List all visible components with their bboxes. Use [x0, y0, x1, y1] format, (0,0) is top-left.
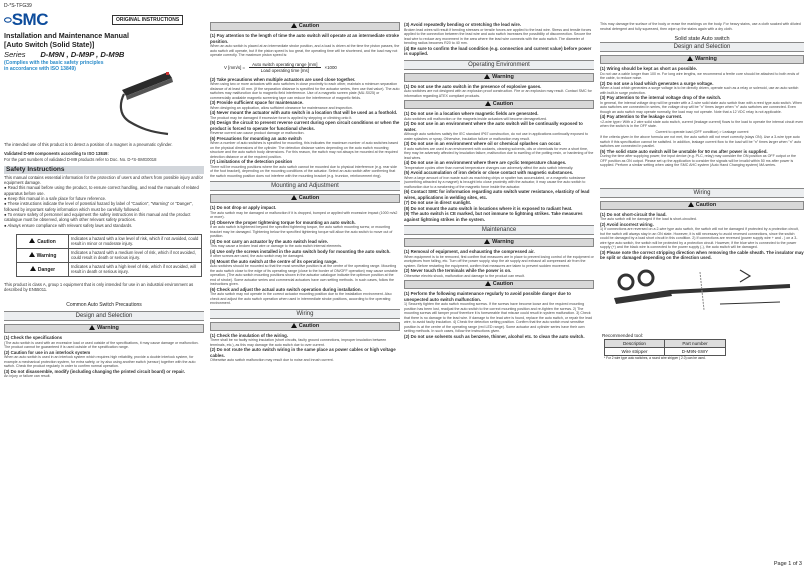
item-centre-text: Auto switches should be mounted so that the most sensitive position is at the centre of the operating range. Mounting the auto switch close to the edge of its operating range (close to the border of ON/OFF operation) may cause unstable operation. (The auto switch mounting positions shown in the actuator catalogue indicate the optimum position at the end of stroke). Some actuator series and commercial actuators have own setting methods. In such cases, follow the instructions given. — [210, 264, 398, 286]
item-lightning: (9) The auto switch is CE marked, but not immune to lightning strikes. Take measures against lightning strikes in the system. — [404, 211, 583, 222]
item-check-operation: (6) Check and adjust the actual auto switch operation during installation. — [210, 286, 362, 292]
safety-paragraph: This manual contains essential information for the protection of users and others from possible injury and/or equipment damage. — [4, 174, 204, 186]
compliance-note: (Complies with the basic safety principles in accordance with ISO 13849) — [4, 60, 104, 73]
item-magnetic-fields: (1) Do not use in a location where magnetic fields are generated. — [404, 111, 539, 116]
item-bending: (3) Avoid repeatedly bending or stretching the lead wire. — [404, 22, 522, 27]
item-water: (2) Do not use in an environment where the auto switch will be continually exposed to water. — [404, 121, 583, 132]
item-drop: (1) Do not drop or apply impact. — [210, 205, 277, 210]
item-reverse-current-text: Reverse current can cause product damage or malfunction. — [210, 131, 305, 135]
caution-bar: Caution — [404, 100, 594, 109]
item-removal-text: When equipment is to be removed, first confirm that measures are in place to prevent losing control of the equipment or workpieces from falling, etc. Turn off the power supply, stop the air supply and exhaust all compressed air from the system. Before restarting the equipment, confirm that measures are taken to prevent sudden movement. — [404, 254, 594, 268]
tool-table — [604, 339, 726, 356]
section-design-selection-2: Design and Selection — [600, 42, 804, 52]
intro-block — [4, 60, 204, 140]
hazard-label: Danger — [17, 262, 69, 276]
title-1: Installation and Maintenance Manual — [4, 31, 130, 40]
item-sunlight: (7) Do not use in direct sunlight. — [404, 200, 472, 205]
warning-triangle-icon — [291, 323, 297, 328]
hazard-text: Indicates a hazard with a medium level of risk, which if not avoided, could result in death or serious injury. — [69, 248, 202, 262]
recommended-tool-label: Recommended tool: — [602, 332, 644, 338]
common-precautions: Common Auto Switch Precautions — [66, 302, 142, 309]
item-carry: (3) Do not carry an actuator by the auto switch lead wire. — [210, 238, 329, 244]
warning-bar: Warning — [4, 324, 204, 333]
item-mounting-precautions: (6) Precautions for mounting an auto switch — [210, 135, 302, 141]
warning-triangle-icon — [30, 266, 36, 271]
warning-triangle-icon — [291, 195, 297, 200]
caution-bar: Caution — [210, 322, 400, 331]
item-check-spec: (1) Check the specifications — [4, 335, 63, 341]
item-incorrect-wiring: (2) Avoid incorrect wiring. — [600, 221, 654, 227]
warning-triangle-icon — [89, 325, 95, 330]
item-regular-maintenance: (1) Perform the following maintenance regularly to avoid possible danger due to unexpected auto switch malfunction. — [404, 291, 571, 302]
item-oil: (3) Do not use in an environment where oil or chemical splashes can occur. — [404, 141, 562, 146]
validated-text: For the part numbers of validated D-M9 products refer to Doc. No. D-*S-SMG0018 — [4, 156, 157, 162]
tool-note: * For 2 wire type auto switches, a round wire stripper ( 2.0) can be used. — [604, 355, 706, 360]
intro-text: The intended use of this product is to detect a position of a magnet in a pneumatic cylinder. — [4, 142, 173, 147]
item-centre: (5) Mount the auto switch at the centre of its operating range. — [210, 258, 338, 264]
item-screws-text: If other screws are used, the auto switch may be damaged. — [210, 254, 305, 258]
item-oil-text: If auto switches are used in an environment with coolants, cleaning solvents, oils or chemicals for even a short time, they may be adversely affected by insulation failure, malfunction due to swelling of the potting resin, or hardening of the lead wires. — [404, 146, 594, 160]
item-short-circuit-text: The auto switch will be damaged if the load is short-circuited. — [600, 217, 697, 221]
item-stripping: (3) Please note the correct stripping direction when removing the cable sheath. The insulator may be split or damaged depending on the direction used. — [600, 249, 804, 260]
column-4 — [600, 0, 804, 571]
warning-bar: Warning — [600, 55, 804, 64]
section-operating-environment: Operating Environment — [404, 60, 594, 70]
formula-numerator: Auto switch operating range [mm] — [249, 62, 320, 68]
item-leakage-text-2: If the criteria given in the above formula are not met, the auto switch will not reset correctly (stays ON). Use a 3-wire type auto switch if this specification cannot be satisfied. In addition, leakage current flow to the load will be "n" times larger when "n" auto switches are connected in parallel. — [600, 135, 802, 148]
hazard-row-caution — [17, 234, 202, 248]
tool-table-header — [605, 339, 726, 347]
caution-bar: Caution — [210, 194, 400, 203]
item-removal: (1) Removal of equipment, and exhausting the compressed air. — [404, 249, 535, 254]
piston-speed-formula — [224, 62, 400, 73]
column-2 — [210, 0, 400, 571]
item-contact-smc: (6) Contact SMC for information regarding auto switch water resistance, elasticity of lead wires, applications in welding sites, etc. — [404, 189, 590, 200]
item-disassemble-text: An injury or failure can result. — [4, 374, 51, 379]
wire-stripper-diagram — [600, 264, 800, 326]
hazard-table — [16, 234, 202, 277]
item-load-condition: (4) Be sure to confirm the load condition (e.g. connection and current value) before power is supplied. — [404, 45, 592, 56]
item-multiple-actuators: (2) Take precautions when multiple actuators are used close together. — [210, 76, 356, 82]
item-leakage-text: <2-wire type> With a 2 wire solid state auto switch, current (leakage current) flows to the load to operate the internal circuit even when the switch is in the OFF state. — [600, 119, 804, 128]
warning-triangle-icon — [291, 23, 297, 28]
warning-bar: Warning — [404, 73, 594, 82]
original-instructions: ORIGINAL INSTRUCTIONS — [112, 15, 183, 25]
item-mounting-precautions-text: When a number of auto switches is specified for mounting, this indicates the maximum number of auto switches based on the physical dimensions of the cylinder. The detection distance varies depending on the auto switch mounting structure and the auto switch body dimensions. For this reason, the switch may not always be mounted at the required detection distance or at the required position. — [210, 141, 399, 159]
warning-triangle-icon — [484, 239, 490, 244]
safety-list — [4, 185, 204, 227]
item-incorrect-wiring-text: 1) If connections are reversed on a 2-wire type auto switch, the switch will not be damaged if protected by a protection circuit, but the switch will always stay in an ON state. However, it is still necessary to avoid reversed connections, since the switch could be damaged by a load short circuit in this condition. 2) If connections are reversed (power supply wire + and - ) on a 3-wire type auto switch, the switch will be protected by a protection circuit. However, if the blue wire is connected to the power supply (+) and the black wire is connected to the power supply (-), the auto switch will be damaged. — [600, 227, 799, 249]
tool-table-row — [605, 347, 726, 355]
item-surge-text: When a load which generates a surge voltage is to be directly driven, operate such as a relay or solenoid, use an auto switch with built-in surge protection. — [600, 86, 799, 95]
safety-bullet-2: ● Keep this manual in a safe place for future reference. — [4, 196, 107, 202]
safety-bullet-5: ● Always ensure compliance with relevant safety laws and standards. — [4, 222, 133, 228]
item-disassemble: (3) Do not disassemble, modify (including changing the printed circuit board) or repair. — [4, 368, 186, 374]
item-screws: (4) Use only the screws installed in the auto switch body for mounting the auto switch. — [210, 248, 391, 254]
class-a-text: This product is class A, group 1 equipment that is only intended for use in an industrial environment as described by EN55011. — [4, 281, 194, 293]
safety-heading: Safety Instructions — [4, 166, 204, 174]
formula-denominator: Load operating time [ms] — [260, 67, 309, 73]
item-unstable: (5) The solid state auto switch will be unstable for 50 ms after power is supplied. — [600, 148, 768, 154]
item-torque-text: If an auto switch is tightened beyond the specified tightening torque, the auto switch mounting screw, or mounting bracket may be damaged. Tightening below the specified tightening torque will allow the auto switch to move out of position. — [210, 225, 393, 238]
series-line — [4, 50, 204, 60]
formula-multiplier: ×1000 — [324, 64, 337, 70]
item-iron-debris: (5) Avoid accumulation of iron debris or close contact with magnetic substances. — [404, 170, 574, 175]
item-interlock-text: When an auto switch is used in an interlock system which requires high reliability, provide a double interlock system, for example a mechanical protection system, for extra safety, or by also using another switch (sensor) together with the auto switch. Check the product regularly in order to confirm normal operation. — [4, 355, 196, 369]
item-short-circuit: (1) Do not short-circuit the load. — [600, 211, 667, 217]
item-drop-text: The auto switch may be damaged or malfunction if it is dropped, bumped or applied with excessive impact (1000 m/s2 or more). — [210, 210, 398, 219]
item-solvents: (2) Do not use solvents such as benzene, thinner, alcohol etc. to clean the auto switch. — [404, 333, 585, 339]
item-unstable-text: During the time after supplying power, the input device (e.g. PLC, relay) may consider the ON position as OFF output or the OFF position as ON output. Please set up the application to consider the signals will be invalid within 50 ms after power is supplied. Perform a similar setting when using the SMC AHC system (Auto Hand Changing system) MA series. — [600, 154, 796, 167]
item-interlock: (2) Caution for use in an interlock system — [4, 349, 91, 355]
item-routing-text: Otherwise auto switch malfunction may result due to noise and inrush current. — [210, 358, 334, 362]
leakage-formula: Current to operate load (OFF condition) > Leakage current — [655, 129, 749, 134]
smc-logo — [4, 11, 48, 29]
item-carry-text: This may cause a broken lead wire or damage to the auto switch internal elements. — [210, 244, 343, 248]
item-regular-maintenance-text: 1) Securely tighten the auto switch mounting screws. If the screws have become loose and the required mounting position has been lost, readjust the auto switch to the correct mounting position and re-tighten the screws. 2) The mounting screws will tamper proof therefore it is foreseeable that misuse could result in system malfunction. 3) Check that there is no damage to the lead wire. If damage to the lead wire is found, replace the auto switch, or repair the lead wire, to avoid faulty insulation. 4) Check the detection setting position. Confirm that the auto switch most sensitive position is at the centre of the operating range (red LED range). Some actuator and cylinder series have their own setting methods. In such cases, follow the instructions given. — [404, 302, 592, 333]
series-models: D-M9N , D-M9P , D-M9B — [40, 50, 125, 59]
solvent-continuation-text: This may damage the surface of the body or erase the markings on the body. For heavy stains, use a cloth soaked with diluted neutral detergent and fully squeezed, then wipe up the stains again with a dry cloth. — [600, 22, 801, 31]
item-multiple-actuators-text: When using two or more actuators with auto switches in close proximity to each other, maintain a minimum separation distance of at least 40 mm. (If the separation distance is specified for the actuator series, then use that value). The auto switches may malfunction due to magnetic field interference. Use of a magnetic screen plate (MU-S025) or commercially available magnetic screening tape can reduce the interference of magnetic fields. — [210, 82, 400, 100]
title-2: [Auto Switch (Solid State)] — [4, 39, 95, 49]
formula-fraction — [249, 62, 320, 73]
item-maintenance-space: (3) Provide sufficient space for maintenance. — [210, 100, 304, 105]
item-temperature-text: Temperature cycles other than normal temperature changes can adversely affect the auto switch internally. — [404, 165, 574, 170]
warning-triangle-icon — [688, 202, 694, 207]
warning-triangle-icon — [29, 238, 35, 243]
item-detection-limits: (7) Limitations of the detection position — [210, 159, 293, 164]
hazard-text: Indicates a hazard with a low level of risk, which if not avoided, could result in minor or moderate injury. — [69, 234, 202, 248]
column-1 — [4, 0, 204, 571]
column-3 — [404, 0, 594, 571]
safety-bullet-3: ● These instructions indicate the level of potential hazard by label of "Caution", "Warning" or "Danger", followed by important safety information which must be carefully followed. — [4, 201, 194, 212]
item-insulation-text: There shall be no faulty wiring insulation (short circuits, faulty ground connections, improper insulation between terminals, etc.), as this may damage the auto switch due to over current. — [210, 338, 387, 347]
caution-bar: Caution — [210, 22, 400, 31]
brand-name: SMC — [11, 10, 48, 29]
item-bending-text: Broken lead wires will result if bending stresses or tensile forces are applied to the lead wire. Stress and tensile forces applied to the connection between the lead wire and auto switch increases the possibility of disconnection. Secure the lead wire to reduce any movement in the area where the lead wire connects with the auto switch. The diameter of bending radius becomes R20 to 40 mm. — [404, 27, 592, 45]
item-short-wiring-text: Do not use a cable longer than 100 m. For long wire lengths, we recommend a ferrite core should be attached to both ends of the cable, to reduce noise. — [600, 71, 800, 80]
item-intermediate-stroke-text: When an auto switch is placed at an intermediate stroke position, and a load is driven at the time the piston passes, the auto switch will operate, but if the piston speed is too great, the operating time will be shortened, and the load may not operate correctly. The maximum piston speed is: — [210, 44, 400, 57]
tool-header-part: Part number — [664, 339, 725, 347]
item-terminals-text: Otherwise electric shock, malfunction and damage to the product can result. — [404, 273, 525, 278]
item-maintenance-space-text: When designing an application, allow sufficient clearance for maintenance and inspection. — [210, 105, 353, 110]
item-reverse-current: (5) Design the circuit to prevent reverse current during open circuit conditions or when the product is forced to operate for functional checks. — [210, 120, 400, 131]
item-foothold-text: The product may be damaged if excessive force is applied by stepping or climbing onto it. — [210, 115, 353, 120]
item-check-operation-text: The auto switch may not operate in the correct actuator mounting position due to the installation environment. Also check and adjust the auto switch operation when used in intermediate stroke positions, according to the operating environment. — [210, 292, 392, 305]
warning-triangle-icon — [29, 252, 35, 257]
item-terminals: (2) Never touch the terminals while the power is on. — [404, 268, 512, 273]
warning-triangle-icon — [485, 101, 491, 106]
item-voltage-drop-text: In general, the internal voltage drop will be greater with a 2-wire solid state auto switch than with a reed type auto switch. When auto switches are connected in series, the voltage drop will be "n" times larger when "n" auto switches are connected. Even though an auto switch may operate normally, the load may not operate. Note that a 12 VDC relay is not applicable. — [600, 100, 802, 114]
item-detection-limits-text: There will be mounting positions where the auto switch cannot be mounted due to physical interference (e.g. rear side of the foot bracket), depending on the mounting conditions of the actuator. Select an auto switch after confirming that the switch mounting position does not interfere with the mounting bracket (e.g. trunnion, reinforcement ring). — [210, 164, 397, 178]
tool-header-description: Description — [605, 339, 665, 347]
formula-lhs: V [mm/s] = — [224, 64, 246, 70]
warning-triangle-icon — [484, 74, 490, 79]
section-design-selection: Design and Selection — [4, 311, 204, 321]
warning-triangle-icon — [485, 281, 491, 286]
caution-bar: Caution — [404, 280, 594, 289]
series-label: Series — [4, 50, 26, 59]
solid-state-heading: Solid state Auto switch — [674, 36, 730, 42]
hazard-text: Indicates a hazard with a high level of risk, which if not avoided, will result in death or serious injury. — [69, 262, 202, 276]
safety-bullet-4: ● To ensure safety of personnel and equipment the safety instructions in this manual and the product catalogue must be observed, along with other relevant safety practices. — [4, 211, 191, 223]
item-surge: (2) Do not use a load which generates a surge voltage. — [600, 80, 714, 86]
safety-bullet-1: ● Read this manual before using the product, to ensure correct handling, and read the manuals of related apparatus before use. — [4, 185, 199, 196]
page-number: Page 1 of 3 — [773, 561, 802, 567]
section-wiring: Wiring — [210, 309, 400, 319]
auto-switch-photo — [110, 60, 198, 140]
item-magnetic-fields-text: Auto switches will malfunction or the magnets inside actuators will become demagnetized. — [404, 116, 548, 121]
section-mounting-adjustment: Mounting and Adjustment — [210, 181, 400, 191]
hazard-label: Warning — [17, 248, 69, 262]
warning-triangle-icon — [687, 56, 693, 61]
item-short-wiring: (1) Wiring should be kept as short as possible. — [600, 66, 698, 71]
tool-description: Wire stripper — [605, 347, 665, 355]
tool-part-number: D-M9N-SWY — [664, 347, 725, 355]
item-routing: (2) Do not route the auto switch wiring in the same place as power cables or high voltage cables. — [210, 347, 396, 358]
item-check-spec-text: (The auto switch is used with an excessive load or used outside of the specifications, it may cause damage or malfunction. The product cannot be guaranteed if is used outside of the specification range. — [4, 340, 199, 350]
warning-bar: Warning — [404, 238, 594, 247]
hazard-row-danger — [17, 262, 202, 276]
section-maintenance: Maintenance — [404, 225, 594, 235]
item-explosive-text: Auto switches are not designed with an explosion proof construction. Fire or an explosion may result. Contact SMC for information regarding ATEX compliant products. — [404, 89, 592, 98]
item-radiant-heat: (8) Do not mount the auto switch in locations where it is exposed to radiant heat. — [404, 205, 573, 211]
item-water-text: Although auto switches satisfy the IEC standard IP67 construction, do not use in applications continually exposed to water splashes or spray. Otherwise, insulation failure or malfunction may result. — [404, 132, 588, 141]
item-torque: (2) Observe the proper tightening torque for mounting an auto switch. — [210, 219, 356, 225]
caution-bar: Caution — [600, 201, 804, 210]
hazard-label: Caution — [17, 234, 69, 248]
doc-code: D-*S-TFG39 — [4, 3, 32, 9]
header — [4, 11, 204, 29]
validated-heading: Validated D-M9 components according to ISO 13849: — [4, 151, 109, 157]
item-temperature: (4) Do not use in an environment where there are cyclic temperature changes. — [404, 160, 567, 165]
hazard-row-warning — [17, 248, 202, 262]
item-leakage: (4) Pay attention to the leakage current. — [600, 114, 683, 119]
item-intermediate-stroke: (1) Pay attention to the length of time the auto switch will operate at an intermediate stroke position. — [210, 33, 400, 44]
item-insulation: (1) Check the insulation of the wiring. — [210, 332, 289, 338]
section-wiring-2: Wiring — [600, 188, 804, 198]
item-foothold: (4) Never mount the actuator with auto switch in a location that will be used as a foothold. — [210, 110, 398, 115]
smc-mark-icon — [4, 13, 12, 27]
item-explosive: (1) Do not use the auto switch in the presence of explosive gases. — [404, 83, 542, 89]
item-voltage-drop: (3) Pay attention to the internal voltage drop of the switch. — [600, 95, 722, 100]
item-iron-debris-text: When a large amount of iron waste such as machining chips or spatter has accumulated, or a magnetic substance (something attracted by a magnet) is brought into close proximity with the actuator, it may cause the auto switch to malfunction due to a weakening of the magnetic force inside the actuator. — [404, 175, 586, 189]
